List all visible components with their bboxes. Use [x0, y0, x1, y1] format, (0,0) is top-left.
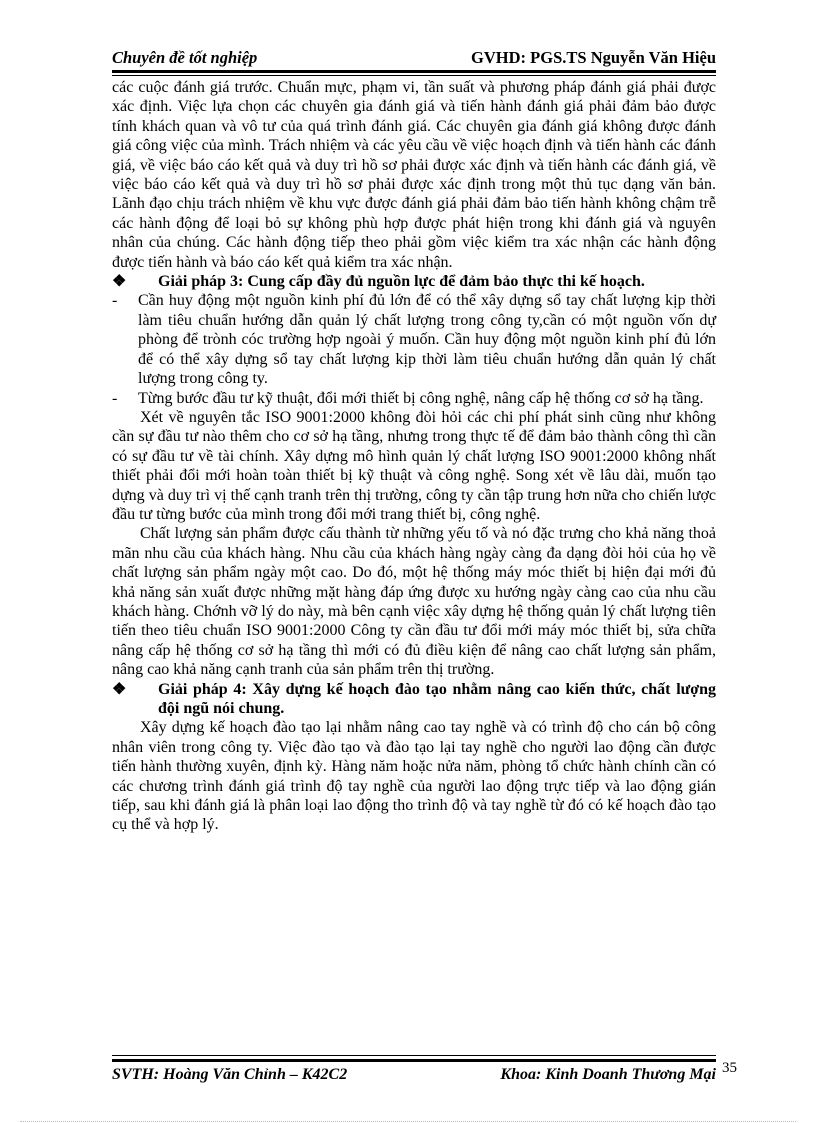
header-thesis-title: Chuyên đề tốt nghiệp: [112, 48, 258, 67]
page-header: [112, 44, 716, 68]
document-body: [112, 78, 716, 835]
heading-solution-4-text: Giải pháp 4: Xây dựng kế hoạch đào tạo nhằm nâng cao kiến thức, chất lượng đội ngũ nói chung.: [158, 680, 716, 717]
paragraph-audit: các cuộc đánh giá trước. Chuẩn mực, phạm vi, tần suất và phương pháp đánh giá phải được xác định. Việc lựa chọn các chuyên gia đánh giá và tiến hành đánh giá phải đảm bảo được tính khách quan và vô tư của quá trình đánh giá. Các chuyên gia đánh giá không được đánh giá công việc của mình. Trách nhiệm và các yêu cầu về việc hoạch định và tiến hành các đánh giá, về việc báo cáo kết quả và duy trì hồ sơ phải được xác định và tiến hành các đánh giá, về việc báo cáo kết quả và duy trì hồ sơ phải được xác định trong một thủ tục dạng văn bản. Lãnh đạo chịu trách nhiệm về khu vực được đánh giá phải đảm bảo tiến hành không chậm trễ các hành động để loại bỏ sự không phù hợp được phát hiện trong khi đánh giá và nguyên nhân của chúng. Các hành động tiếp theo phải gồm việc kiểm tra xác nhận các hành động được tiến hành và báo cáo kết quả kiểm tra xác nhận.: [112, 79, 716, 271]
list-item-investment: Từng bước đầu tư kỹ thuật, đổi mới thiết bị công nghệ, nâng cấp hệ thống cơ sở hạ tầng.: [138, 389, 704, 407]
heading-solution-3: [112, 272, 716, 291]
page-footer: [112, 1066, 716, 1088]
paragraph-training: Xây dựng kế hoạch đào tạo lại nhằm nâng cao tay nghề và có trình độ cho cán bộ công nhân viên trong công ty. Việc đào tạo và đào tạo lại tay nghề cho người lao động cần được tiến hành thường xuyên, định kỳ. Hàng năm hoặc nửa năm, phòng tổ chức hành chính cần có các chương trình đánh giá trình độ tay nghề của người lao động trực tiếp và lao động gián tiếp, sau khi đánh giá là phân loại lao động tho trình độ và tay nghề từ đó có kế hoạch đào tạo cụ thể và hợp lý.: [112, 719, 716, 834]
list-item: [112, 291, 716, 388]
header-rule-thick: [112, 70, 716, 73]
heading-solution-3-text: Giải pháp 3: Cung cấp đầy đủ nguồn lực để đảm bảo thực thi kế hoạch.: [158, 273, 645, 291]
paragraph-product-quality: Chất lượng sản phẩm được cấu thành từ những yếu tố và nó đặc trưng cho khả năng thoả mãn nhu cầu của khách hàng. Nhu cầu của khách hàng ngày càng đa dạng đòi hỏi của họ về chất lượng sản phẩm ngày một cao. Do đó, một hệ thống máy móc thiết bị hiện đại mới đủ khả năng sản xuất được những mặt hàng đáp ứng được xu hướng ngày càng cao của nhu cầu khách hàng. Chớnh vỡ lý do này, mà bên cạnh việc xây dựng hệ thống quản lý chất lượng tiên tiến theo tiêu chuẩn ISO 9001:2000 Công ty cần đầu tư đổi mới máy móc thiết bị, sửa chữa nâng cấp hệ thống cơ sở hạ tầng thì mới có đủ điều kiện để nâng cao chất lượng sản phẩm, nâng cao khả năng cạnh tranh của sản phẩm trên thị trường.: [112, 525, 716, 679]
page-bottom-border: [20, 1121, 796, 1122]
diamond-bullet-icon: ❖: [112, 680, 127, 698]
diamond-bullet-icon: ❖: [112, 273, 127, 291]
dash-bullet: -: [112, 389, 118, 407]
footer-rule-thin: [112, 1055, 716, 1056]
page-number: 35: [722, 1060, 737, 1076]
header-rule-thin: [112, 75, 716, 76]
paragraph-iso-principle: Xét về nguyên tắc ISO 9001:2000 không đòi hỏi các chi phí phát sinh cũng như không cần sự đầu tư nào thêm cho cơ sở hạ tầng, nhưng trong thực tế để đảm bảo thành công thì cần có sự đầu tư về tài chính. Xây dựng mô hình quản lý chất lượng ISO 9001:2000 không nhất thiết phải đổi mới hoàn toàn thiết bị kỹ thuật và công nghệ. Song xét về lâu dài, muốn tạo dựng và duy trì vị thế cạnh tranh trên thị trường, công ty cần tập trung hơn nữa cho chiến lược đầu tư từng bước của mình trong đổi mới trang thiết bị, công nghệ.: [112, 408, 716, 523]
dash-bullet: -: [112, 292, 118, 310]
heading-solution-4: [112, 680, 716, 719]
footer-rule-thick: [112, 1059, 716, 1062]
list-item-funding: Cần huy động một nguồn kinh phí đủ lớn để có thể xây dựng sổ tay chất lượng kịp thời làm tiêu chuẩn hướng dẫn quản lý chất lượng trong công ty,cần có một nguồn vốn dự phòng để trònh cóc trường hợp ngoài ý muốn. Cần huy động một nguồn kinh phí đủ lớn để có thể xây dựng sổ tay chất lượng kịp thời làm tiêu chuẩn hướng dẫn quản lý chất lượng trong công ty.: [138, 292, 716, 388]
footer-student: SVTH: Hoàng Văn Chỉnh – K42C2: [112, 1066, 348, 1083]
list-item: [112, 389, 716, 408]
header-advisor: GVHD: PGS.TS Nguyễn Văn Hiệu: [471, 48, 716, 67]
footer-faculty: Khoa: Kinh Doanh Thương Mại: [500, 1066, 716, 1083]
